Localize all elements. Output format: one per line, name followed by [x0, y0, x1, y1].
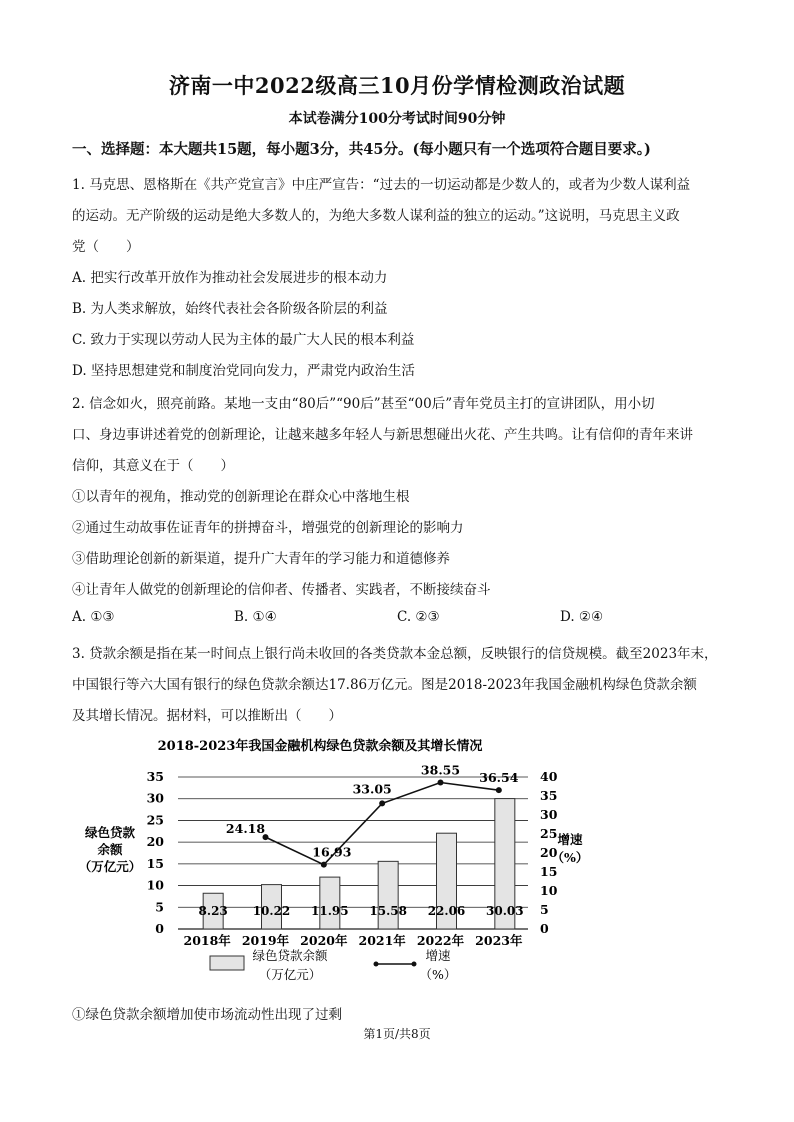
bar: [378, 861, 398, 929]
q3-statement-1: ①绿色贷款余额增加使市场流动性出现了过剩: [72, 1007, 342, 1023]
growth-value-label: 33.05: [352, 781, 392, 797]
y2-tick-label: 30: [540, 807, 558, 822]
x-tick-label: 2021年: [358, 933, 406, 948]
y2-tick-label: 5: [540, 902, 549, 917]
legend-bar-label: （万亿元）: [258, 967, 322, 982]
bar-value-label: 10.22: [252, 904, 291, 918]
legend-bar-label: 绿色贷款余额: [252, 948, 328, 963]
q1-option-c: C. 致力于实现以劳动人民为主体的最广大人民的根本利益: [72, 332, 415, 348]
q2-option-d: D. ②④: [560, 609, 604, 625]
bar-value-label: 30.03: [486, 904, 524, 918]
q2-stem-line-1: 2. 信念如火，照亮前路。某地一支由“80后”“90后”甚至“00后”青年党员主打的宣讲团队，用小切: [72, 396, 655, 412]
growth-point: [496, 787, 502, 793]
y2-tick-label: 35: [540, 788, 558, 803]
y2-tick-label: 10: [540, 883, 558, 898]
y-tick-label: 25: [146, 812, 164, 828]
green-loan-chart: [78, 732, 589, 994]
y-tick-label: 10: [146, 877, 164, 893]
y-axis-label: 余额: [97, 842, 123, 857]
chart-title: 2018-2023年我国金融机构绿色贷款余额及其增长情况: [157, 739, 483, 754]
bar-value-label: 11.95: [311, 904, 349, 918]
y2-axis-label: （%）: [551, 850, 589, 865]
x-tick-label: 2018年: [183, 933, 231, 948]
q2-statement-4: ④让青年人做党的创新理论的信仰者、传播者、实践者，不断接续奋斗: [72, 582, 491, 598]
legend-line-label: （%）: [419, 967, 457, 982]
growth-point: [321, 862, 327, 868]
q3-stem-line-3: 及其增长情况。据材料，可以推断出（ ）: [72, 708, 342, 724]
legend-bar-swatch: [210, 956, 244, 970]
q3-stem-line-1: 3. 贷款余额是指在某一时间点上银行尚未收回的各类贷款本金总额，反映银行的信贷规模。截至2023年末，: [72, 646, 718, 662]
page-footer: 第1页/共8页: [363, 1027, 431, 1041]
q2-statement-2: ②通过生动故事佐证青年的拼搏奋斗，增强党的创新理论的影响力: [72, 520, 464, 536]
q2-statement-1: ①以青年的视角，推动党的创新理论在群众心中落地生根: [72, 489, 410, 505]
y2-tick-label: 20: [540, 845, 558, 860]
y-tick-label: 30: [146, 790, 164, 806]
y-axis-label: 绿色贷款: [84, 825, 136, 840]
y2-tick-label: 0: [540, 921, 549, 936]
q1-stem-line-2: 的运动。无产阶级的运动是绝大多数人的，为绝大多数人谋利益的独立的运动。”这说明，马克思主义政: [72, 208, 680, 224]
q2-option-b: B. ①④: [234, 609, 277, 625]
legend-line-marker: [374, 962, 379, 967]
y-tick-label: 5: [155, 899, 164, 915]
bar-value-label: 15.58: [369, 904, 407, 918]
y2-tick-label: 25: [540, 826, 558, 841]
y-tick-label: 20: [146, 834, 164, 850]
legend-line-marker: [412, 962, 417, 967]
y-tick-label: 15: [146, 855, 164, 871]
y2-axis-label: 增速: [557, 832, 583, 847]
y-axis-label: （万亿元）: [78, 859, 142, 874]
bar-value-label: 22.06: [427, 904, 466, 918]
q1-stem-line-1: 1. 马克思、恩格斯在《共产党宣言》中庄严宣告：“过去的一切运动都是少数人的，或者为少数人谋利益: [72, 177, 691, 193]
q1-stem-line-3: 党（ ）: [72, 239, 140, 255]
growth-value-label: 24.18: [225, 821, 266, 837]
y-tick-label: 0: [155, 921, 164, 936]
q2-option-c: C. ②③: [397, 609, 440, 625]
q1-option-b: B. 为人类求解放，始终代表社会各阶级各阶层的利益: [72, 301, 388, 317]
bar-value-label: 8.23: [198, 904, 228, 918]
q2-stem-line-2: 口、身边事讲述着党的创新理论，让越来越多年轻人与新思想碰出火花、产生共鸣。让有信仰的青年来讲: [72, 427, 693, 443]
section-heading: 一、选择题：本大题共15题，每小题3分，共45分。(每小题只有一个选项符合题目要求。): [72, 141, 651, 158]
x-tick-label: 2020年: [300, 933, 348, 948]
legend-line-label: 增速: [425, 948, 451, 963]
q1-option-a: A. 把实行改革开放作为推动社会发展进步的根本动力: [72, 270, 388, 286]
q2-option-a: A. ①③: [72, 609, 115, 625]
y-tick-label: 35: [146, 769, 164, 784]
growth-value-label: 38.55: [420, 762, 461, 778]
x-tick-label: 2022年: [416, 933, 465, 948]
q2-statement-3: ③借助理论创新的新渠道，提升广大青年的学习能力和道德修养: [72, 551, 450, 567]
growth-value-label: 36.54: [479, 770, 519, 786]
q2-stem-line-3: 信仰，其意义在于（ ）: [72, 458, 234, 474]
growth-point: [379, 800, 385, 806]
x-tick-label: 2019年: [241, 933, 290, 948]
q1-option-d: D. 坚持思想建党和制度治党同向发力，严肃党内政治生活: [72, 363, 415, 379]
page-title: 济南一中2022级高三10月份学情检测政治试题: [168, 73, 626, 98]
growth-point: [438, 780, 444, 786]
x-tick-label: 2023年: [475, 933, 523, 948]
y2-tick-label: 15: [540, 864, 558, 879]
y2-tick-label: 40: [540, 769, 558, 784]
q3-stem-line-2: 中国银行等六大国有银行的绿色贷款余额达17.86万亿元。图是2018-2023年我国金融机构绿色贷款余额: [72, 677, 697, 693]
growth-value-label: 16.93: [312, 844, 352, 860]
exam-subtitle: 本试卷满分100分考试时间90分钟: [288, 111, 506, 127]
